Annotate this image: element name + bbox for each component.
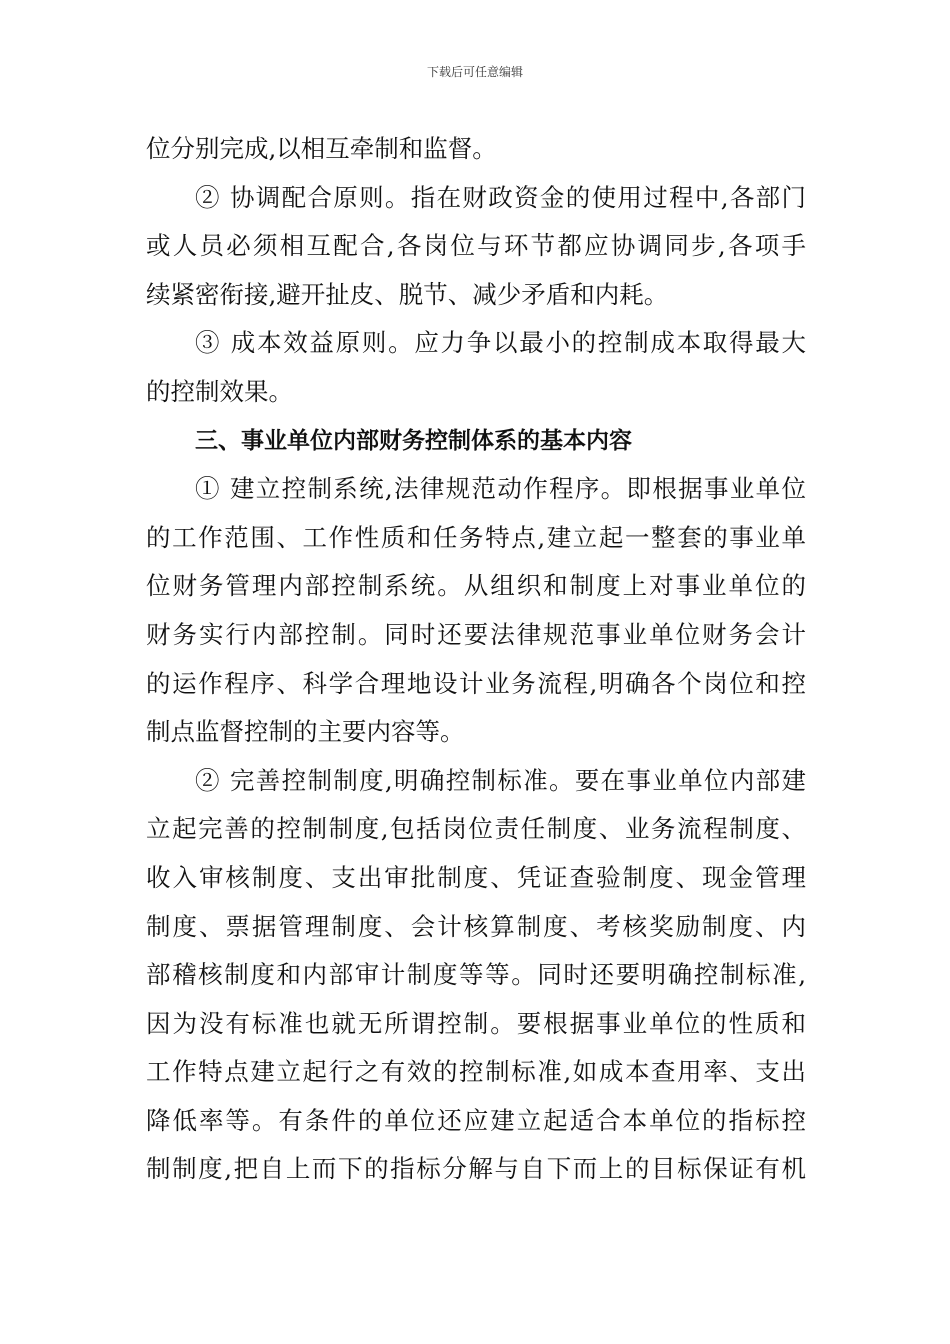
text-line: 财务实行内部控制。同时还要法律规范事业单位财务会计 [146, 619, 806, 649]
text-line: 部稽核制度和内部审计制度等等。同时还要明确控制标准, [146, 960, 806, 990]
section-heading: 三、事业单位内部财务控制体系的基本内容 [195, 427, 632, 454]
text-line: 的运作程序、科学合理地设计业务流程,明确各个岗位和控 [146, 668, 806, 698]
text-line: 降低率等。有条件的单位还应建立起适合本单位的指标控 [146, 1105, 806, 1135]
text-line: 收入审核制度、支出审批制度、凭证查验制度、现金管理 [146, 862, 806, 892]
text-line: 位财务管理内部控制系统。从组织和制度上对事业单位的 [146, 571, 806, 601]
text-line: 的控制效果。 [146, 376, 293, 406]
text-line: 制制度,把自上而下的指标分解与自下而上的目标保证有机 [146, 1154, 806, 1184]
text-line: 续紧密衔接,避开扯皮、脱节、减少矛盾和内耗。 [146, 279, 669, 309]
text-line: 制度、票据管理制度、会计核算制度、考核奖励制度、内 [146, 911, 806, 941]
text-line: ② 完善控制制度,明确控制标准。要在事业单位内部建 [195, 765, 806, 795]
text-line: 立起完善的控制制度,包括岗位责任制度、业务流程制度、 [146, 814, 806, 844]
text-line: ① 建立控制系统,法律规范动作程序。即根据事业单位 [195, 474, 806, 504]
text-line: ② 协调配合原则。指在财政资金的使用过程中,各部门 [195, 182, 806, 212]
text-line: 位分别完成,以相互牵制和监督。 [146, 134, 497, 163]
text-line: 工作特点建立起行之有效的控制标准,如成本查用率、支出 [146, 1057, 806, 1087]
text-line: 因为没有标准也就无所谓控制。要根据事业单位的性质和 [146, 1008, 806, 1038]
text-line: ③ 成本效益原则。应力争以最小的控制成本取得最大 [195, 328, 806, 358]
document-body [146, 125, 806, 1194]
text-line: 或人员必须相互配合,各岗位与环节都应协调同步,各项手 [146, 231, 806, 261]
page-header: 下载后可任意编辑 [426, 65, 523, 79]
text-line: 制点监督控制的主要内容等。 [146, 717, 465, 747]
text-line: 的工作范围、工作性质和任务特点,建立起一整套的事业单 [146, 522, 806, 552]
